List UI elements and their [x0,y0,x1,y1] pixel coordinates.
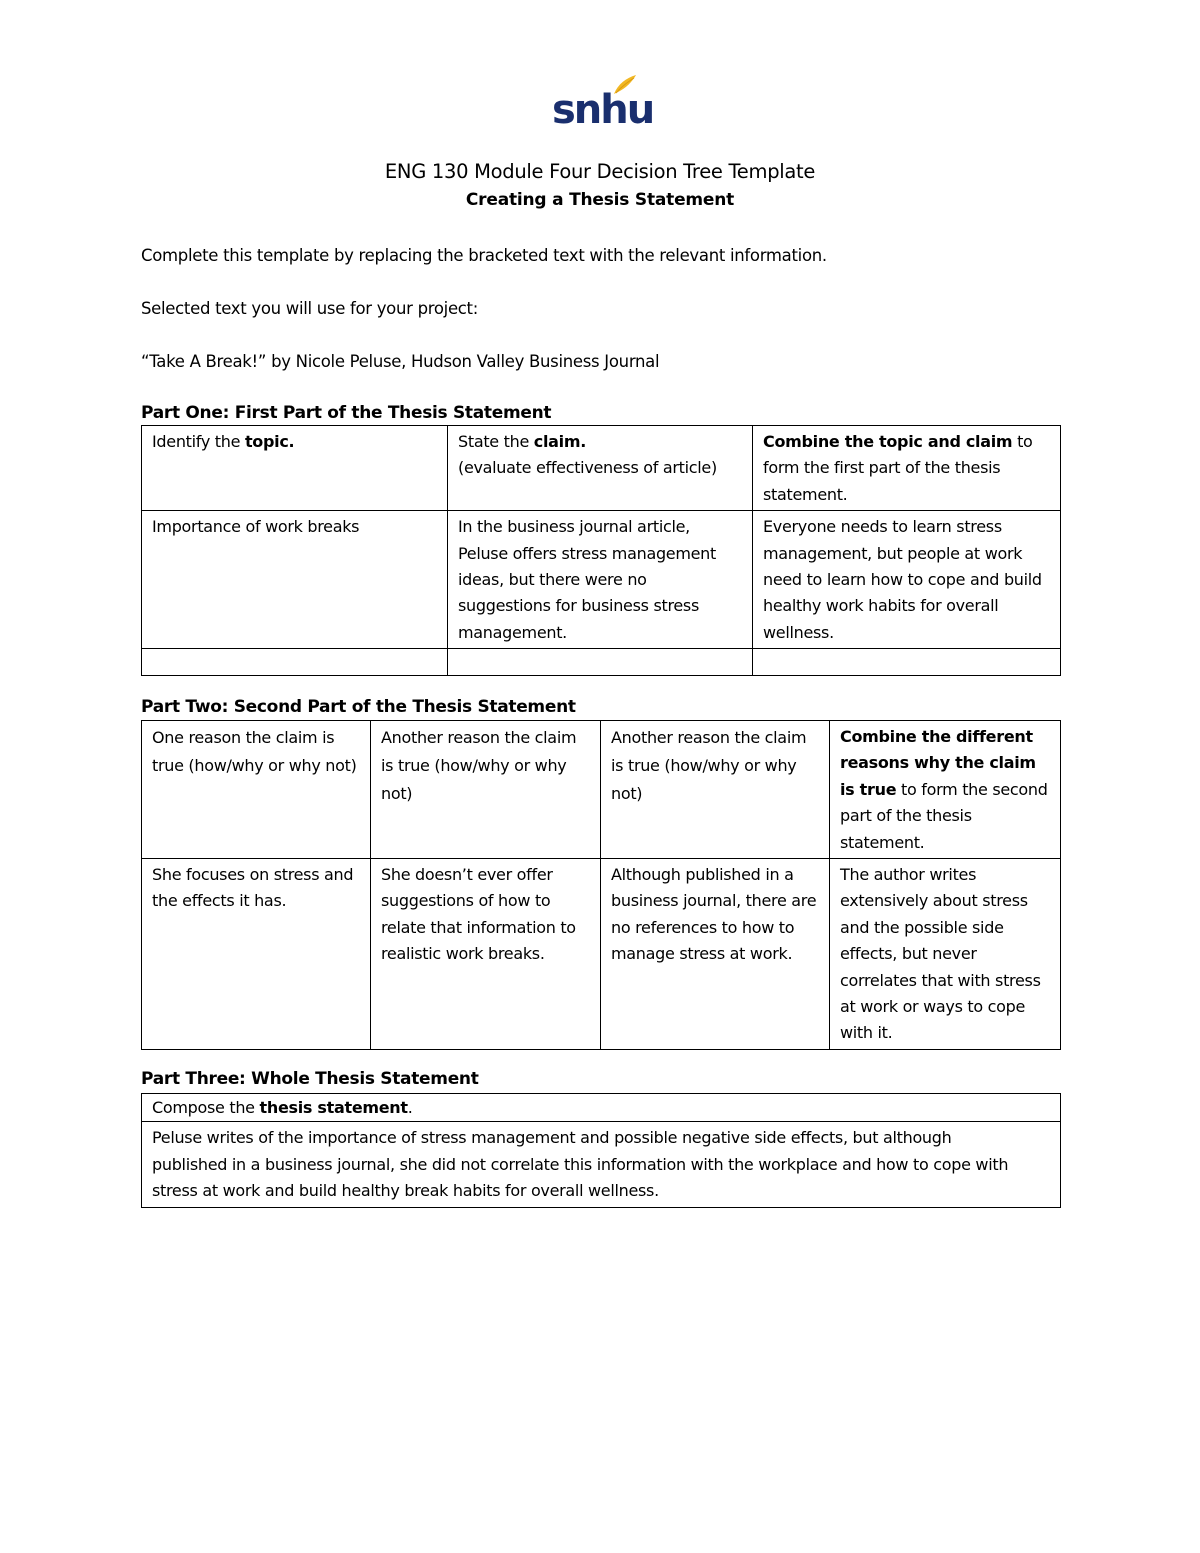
part-one-table [141,425,1061,676]
table-cell [753,649,1061,676]
table-header-cell: Identify the topic. [142,426,448,511]
part-two-table [141,720,1061,1050]
table-header-row [142,721,1061,859]
part-three-heading: Part Three: Whole Thesis Statement [141,1069,479,1089]
table-cell [448,649,753,676]
snhu-logo [552,72,654,134]
table-cell [142,649,448,676]
table-header-cell: Combine the topic and claim to form the first part of the thesis statement. [753,426,1061,511]
table-header-cell: Another reason the claim is true (how/why or why not) [371,721,601,859]
table-row [142,859,1061,1050]
table-cell: Although published in a business journal, there are no references to how to manage stress at work. [601,859,830,1050]
table-header-cell: Combine the different reasons why the claim is true to form the second part of the thesis statement. [830,721,1061,859]
selected-text-citation: “Take A Break!” by Nicole Peluse, Hudson Valley Business Journal [141,352,660,371]
table-row [142,1122,1061,1207]
logo-wordmark: snhu [552,87,654,133]
table-header-cell: State the claim. (evaluate effectiveness of article) [448,426,753,511]
table-row-empty [142,649,1061,676]
table-cell: The author writes extensively about stress and the possible side effects, but never correlates that with stress at work or ways to cope with it. [830,859,1061,1050]
table-cell: She doesn’t ever offer suggestions of how to relate that information to realistic work breaks. [371,859,601,1050]
instructions-text: Complete this template by replacing the bracketed text with the relevant information. [141,246,827,265]
table-cell: Everyone needs to learn stress management, but people at work need to learn how to cope and build healthy work habits for overall wellness. [753,511,1061,649]
selected-text-label: Selected text you will use for your project: [141,299,478,318]
thesis-statement-cell: Peluse writes of the importance of stress management and possible negative side effects, but although published in a business journal, she did not correlate this information with the workplace and how to cope with stress at work and build healthy break habits for overall wellness. [142,1122,1061,1207]
table-row [142,511,1061,649]
table-header-row [142,426,1061,511]
table-header-cell: Another reason the claim is true (how/why or why not) [601,721,830,859]
table-cell: Importance of work breaks [142,511,448,649]
part-two-heading: Part Two: Second Part of the Thesis Statement [141,697,576,717]
table-header-cell: One reason the claim is true (how/why or why not) [142,721,371,859]
table-cell: In the business journal article, Peluse offers stress management ideas, but there were no suggestions for business stress management. [448,511,753,649]
table-header-cell: Compose the thesis statement. [142,1094,1061,1122]
document-subtitle: Creating a Thesis Statement [465,190,735,210]
table-header-row [142,1094,1061,1122]
table-cell: She focuses on stress and the effects it has. [142,859,371,1050]
part-three-table [141,1093,1061,1208]
document-title: ENG 130 Module Four Decision Tree Template [384,160,816,183]
part-one-heading: Part One: First Part of the Thesis Statement [141,403,552,423]
